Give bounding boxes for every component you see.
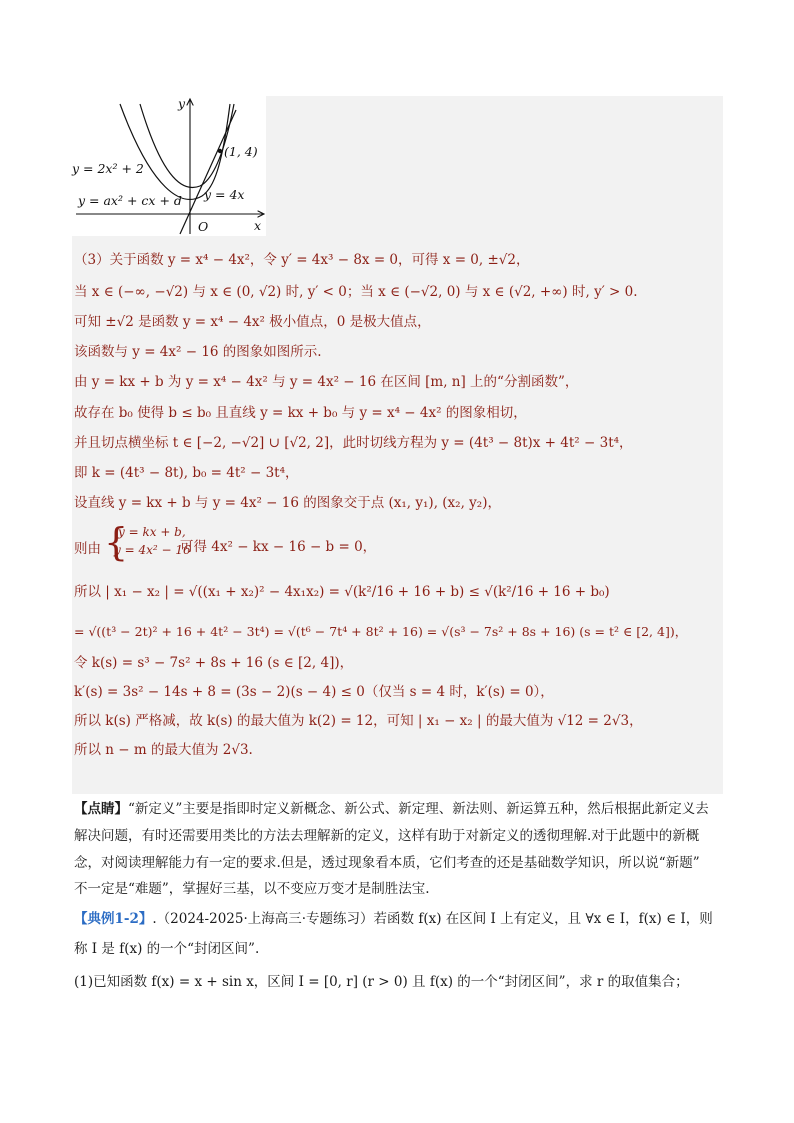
comment-line-1 (74, 801, 724, 817)
solution-line-9: 设直线 y = kx + b 与 y = 4x² − 16 的图象交于点 (x₁, y₁), (x₂, y₂)， (74, 495, 501, 511)
solution-line-14: k′(s) = 3s² − 14s + 8 = (3s − 2)(s − 4) ≤ 0（仅当 s = 4 时，k′(s) = 0）， (74, 684, 554, 700)
system-eq-2: y = 4x² − 16 (114, 543, 191, 557)
solution-line-13: 令 k(s) = s³ − 7s² + 8s + 16 (s ∈ [2, 4])， (74, 655, 354, 671)
solution-line-15: 所以 k(s) 严格减，故 k(s) 的最大值为 k(2) = 12，可知 | x₁ − x₂ | 的最大值为 √12 = 2√3， (74, 713, 643, 729)
solution-line-6: 故存在 b₀ 使得 b ≤ b₀ 且直线 y = kx + b₀ 与 y = x⁴ − 4x² 的图象相切， (74, 405, 527, 421)
function-graph (72, 96, 266, 236)
solution-line-8: 即 k = (4t³ − 8t), b₀ = 4t² − 3t⁴， (74, 465, 299, 481)
solution-line-5: 由 y = kx + b 为 y = x⁴ − 4x² 与 y = 4x² − 16 在区间 [m, n] 上的“分割函数”， (74, 374, 579, 390)
curve-ax2-cx-d (120, 104, 230, 199)
comment-text-1: “新定义”主要是指即时定义新概念、新公式、新定理、新法则、新运算五种，然后根据此新定义去 (128, 801, 709, 817)
example-line-2: 称 I 是 f(x) 的一个“封闭区间”. (74, 941, 260, 957)
solution-line-4: 该函数与 y = 4x² − 16 的图象如图所示. (74, 344, 322, 360)
point-1-4 (218, 149, 222, 153)
solution-line-10-suffix: 可得 4x² − kx − 16 − b = 0， (180, 539, 377, 555)
solution-line-3: 可知 ±√2 是函数 y = x⁴ − 4x² 极小值点，0 是极大值点， (74, 314, 431, 330)
solution-line-7: 并且切点横坐标 t ∈ [−2, −√2] ∪ [√2, 2]，此时切线方程为 y = (4t³ − 8t)x + 4t² − 3t⁴， (74, 435, 633, 451)
comment-line-3: 念，对阅读理解能力有一定的要求.但是，透过现象看本质，它们考查的还是基础数学知识，所以说“新题” (74, 855, 700, 871)
comment-line-4: 不一定是“难题”，掌握好三基，以不变应万变才是制胜法宝. (74, 881, 430, 897)
example-text-1: .（2024-2025·上海高三·专题练习）若函数 f(x) 在区间 I 上有定义，且 ∀x ∈ I，f(x) ∈ I，则 (152, 911, 713, 927)
graph-point-label: (1, 4) (224, 144, 258, 159)
graph-curve2-label: y = ax² + cx + d (78, 193, 182, 208)
graph-curve1-label: y = 2x² + 2 (72, 161, 144, 176)
solution-line-16: 所以 n − m 的最大值为 2√3. (74, 742, 253, 758)
example-tag: 【典例1-2】 (74, 911, 153, 927)
graph-y-label: y (178, 96, 186, 111)
graph-origin-label: O (198, 219, 209, 234)
solution-line-11: 所以 | x₁ − x₂ | = √((x₁ + x₂)² − 4x₁x₂) = √(k²/16 + 16 + b) ≤ √(k²/16 + 16 + b₀) (74, 584, 610, 600)
example-line-1 (74, 911, 724, 927)
line-4x (180, 110, 236, 234)
system-eq-1: y = kx + b, (118, 525, 186, 539)
system-brace: { (104, 520, 129, 564)
comment-line-2: 解决问题，有时还需要用类比的方法去理解新的定义，这样有助于对新定义的透彻理解.对于此题中的新概 (74, 828, 700, 844)
example-line-3: (1)已知函数 f(x) = x + sin x，区间 I = [0, r] (r > 0) 且 f(x) 的一个“封闭区间”，求 r 的取值集合； (74, 974, 689, 990)
graph-x-label: x (254, 218, 262, 233)
comment-tag: 【点睛】 (74, 801, 128, 817)
solution-line-10-prefix: 则由 (74, 541, 101, 557)
solution-line-1: （3）关于函数 y = x⁴ − 4x²，令 y′ = 4x³ − 8x = 0，可得 x = 0, ±√2， (74, 252, 530, 268)
solution-line-2: 当 x ∈ (−∞, −√2) 与 x ∈ (0, √2) 时, y′ < 0；当 x ∈ (−√2, 0) 与 x ∈ (√2, +∞) 时, y′ > 0. (74, 284, 638, 300)
graph-line-label: y = 4x (204, 187, 245, 202)
solution-line-12: = √((t³ − 2t)² + 16 + 4t² − 3t⁴) = √(t⁶ − 7t⁴ + 8t² + 16) = √(s³ − 7s² + 8s + 16) (s = t² ∈ [2, 4])， (74, 624, 688, 639)
